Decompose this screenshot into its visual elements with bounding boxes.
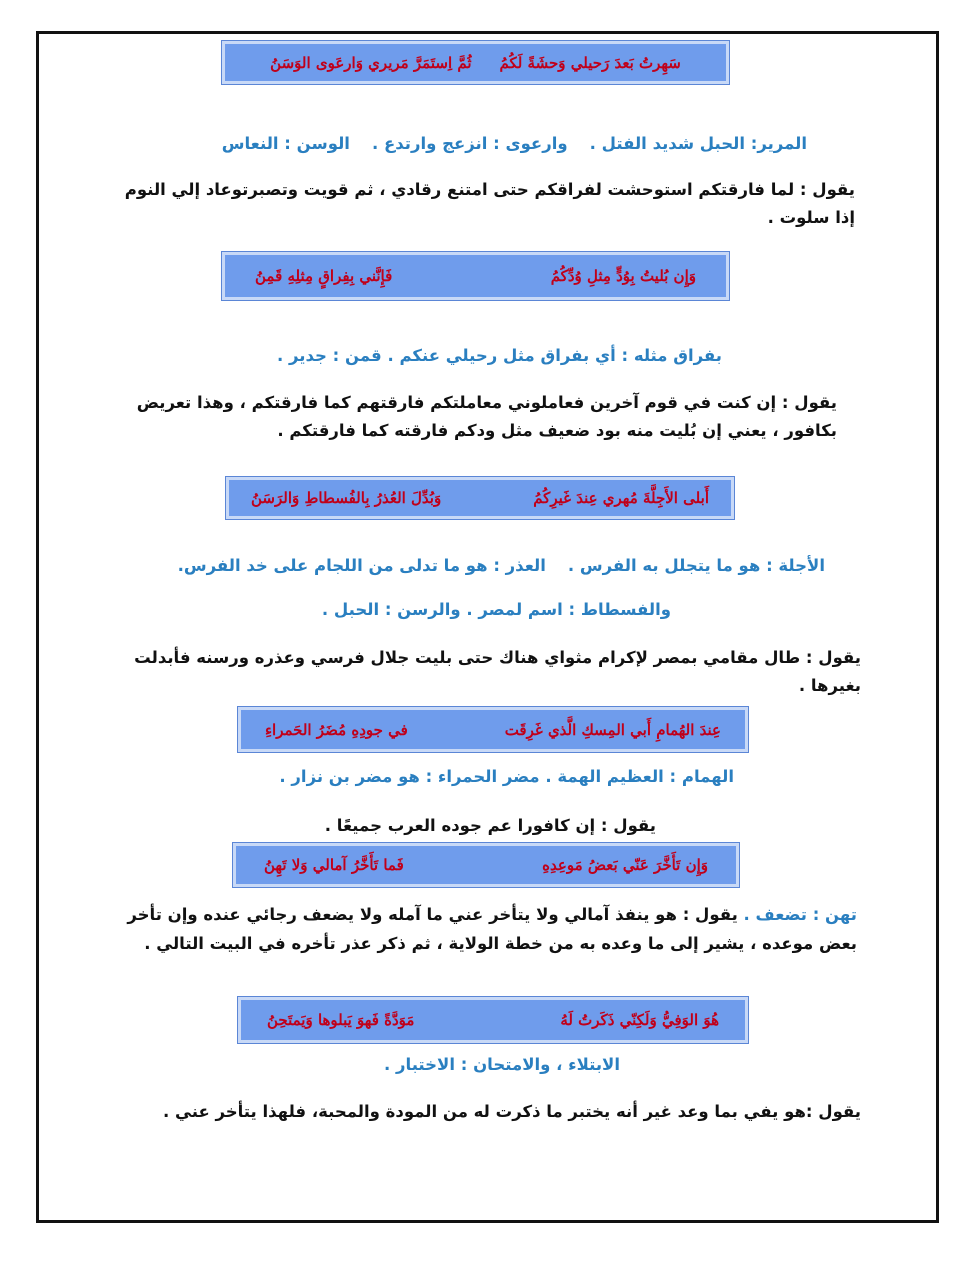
verse-3-glosses-line-2: والفسطاط : اسم لمصر . والرسن : الحبل .: [321, 600, 671, 619]
verse-3-glosses-line-1: [178, 556, 825, 575]
verse-1-hemistich-2: ثُمَّ اِستَمَرَّ مَريري وَارعَوى الوَسَنُ: [270, 53, 472, 72]
verse-box-5: [233, 843, 739, 887]
gloss-irawa: وارعوى : انزعج وارتدع .: [371, 134, 568, 153]
verse-3-hemistich-2: وَبُدِّلَ العُذرُ بِالفُسطاطِ وَالرَسَنُ: [251, 489, 442, 507]
verse-box-2: [222, 252, 729, 300]
verse-3-hemistich-1: أَبلى الأَجِلَّةَ مُهري عِندَ غَيرِكُمُ: [533, 489, 709, 507]
verse-3-explanation: يقول : طال مقامي بمصر لإكرام مثواي هناك حتى بليت جلال فرسي وعذره ورسنه فأبدلت بغيرها .: [134, 648, 861, 695]
verse-5-hemistich-1: وَإِن تَأَخَّرَ عَنّي بَعضُ مَوعِدِهِ: [542, 856, 708, 874]
verse-4-hemistich-2: في جودِهِ مُضَرُ الحَمراءِ: [265, 720, 408, 739]
verse-box-1: [222, 41, 729, 84]
verse-4-explanation: يقول : إن كافورا عم جوده العرب جميعًا .: [324, 816, 656, 835]
verse-6-hemistich-2: مَوَدَّةً فَهوَ يَبلوها وَيَمتَحِنُ: [267, 1011, 415, 1029]
gloss-tahin: تهن : تضعف .: [743, 905, 857, 924]
verse-5-explanation: يقول : هو ينفذ آمالي ولا يتأخر عني ما آمله ولا يضعف رجائي عنده وإن تأخر بعض موعده ، يشير إلى ما وعده به من خطة الولاية ، ثم ذكر عذر تأخره في البيت التالي .: [127, 905, 857, 953]
gloss-ajilla: الأجلة : هو ما يتجلل به الفرس .: [567, 556, 825, 575]
verse-1-explanation: يقول : لما فارقتكم استوحشت لفراقكم حتى امتنع رقادي ، ثم قويت وتصبرتوعاد إلي النوم إذا سلوت .: [124, 180, 855, 227]
verse-2-gloss: بفراق مثله : أي بفراق مثل رحيلي عنكم . قمن : جدير .: [277, 346, 722, 365]
verse-box-3: [226, 477, 734, 519]
verse-box-6: [238, 997, 748, 1043]
verse-6-gloss: الابتلاء ، والامتحان : الاختبار .: [383, 1055, 620, 1074]
verse-1-glosses: [222, 134, 807, 153]
verse-4-gloss: الهمام : العظيم الهمة . مضر الحمراء : هو مضر بن نزار .: [279, 767, 734, 786]
verse-1-hemistich-1: سَهِرتُ بَعدَ رَحيلي وَحشَةً لَكُمُ: [499, 53, 681, 72]
verse-2-hemistich-2: فَإِنَّني بِفِراقٍ مِثلِهِ قَمِنُ: [255, 267, 393, 285]
verse-2-explanation: يقول : إن كنت في قوم آخرين فعاملوني معاملتكم فارقتهم كما فارقتكم ، وهذا تعريض بكافور ، يعني إن بُليت منه بود ضعيف مثل ودكم فارقته كما فارقتكم .: [136, 393, 837, 440]
verse-6-explanation: يقول :هو يفي بما وعد غير أنه يختبر ما ذكرت له من المودة والمحبة، فلهذا يتأخر عني .: [163, 1102, 861, 1121]
verse-2-hemistich-1: وَإِن بُليتُ بِوُدٍّ مِثلِ وُدِّكُمُ: [550, 267, 696, 285]
verse-5-hemistich-2: فَما تَأَخَّرُ آمالي وَلا تَهِنُ: [264, 856, 404, 874]
verse-6-hemistich-1: هُوَ الوَفِيُّ وَلَكِنّي ذَكَرتُ لَهُ: [560, 1011, 719, 1029]
gloss-marir: المرير: الحبل شديد الفتل .: [589, 134, 807, 153]
verse-box-4: [238, 707, 748, 752]
gloss-udhr: العذر : هو ما تدلى من اللجام على خد الفرس.: [177, 556, 546, 575]
verse-4-hemistich-1: عِندَ الهُمامِ أَبي المِسكِ الَّذي غَرِقَت: [504, 720, 721, 739]
gloss-wasan: الوسن : النعاس: [221, 134, 350, 153]
verse-5-gloss-and-explanation: [117, 900, 857, 958]
